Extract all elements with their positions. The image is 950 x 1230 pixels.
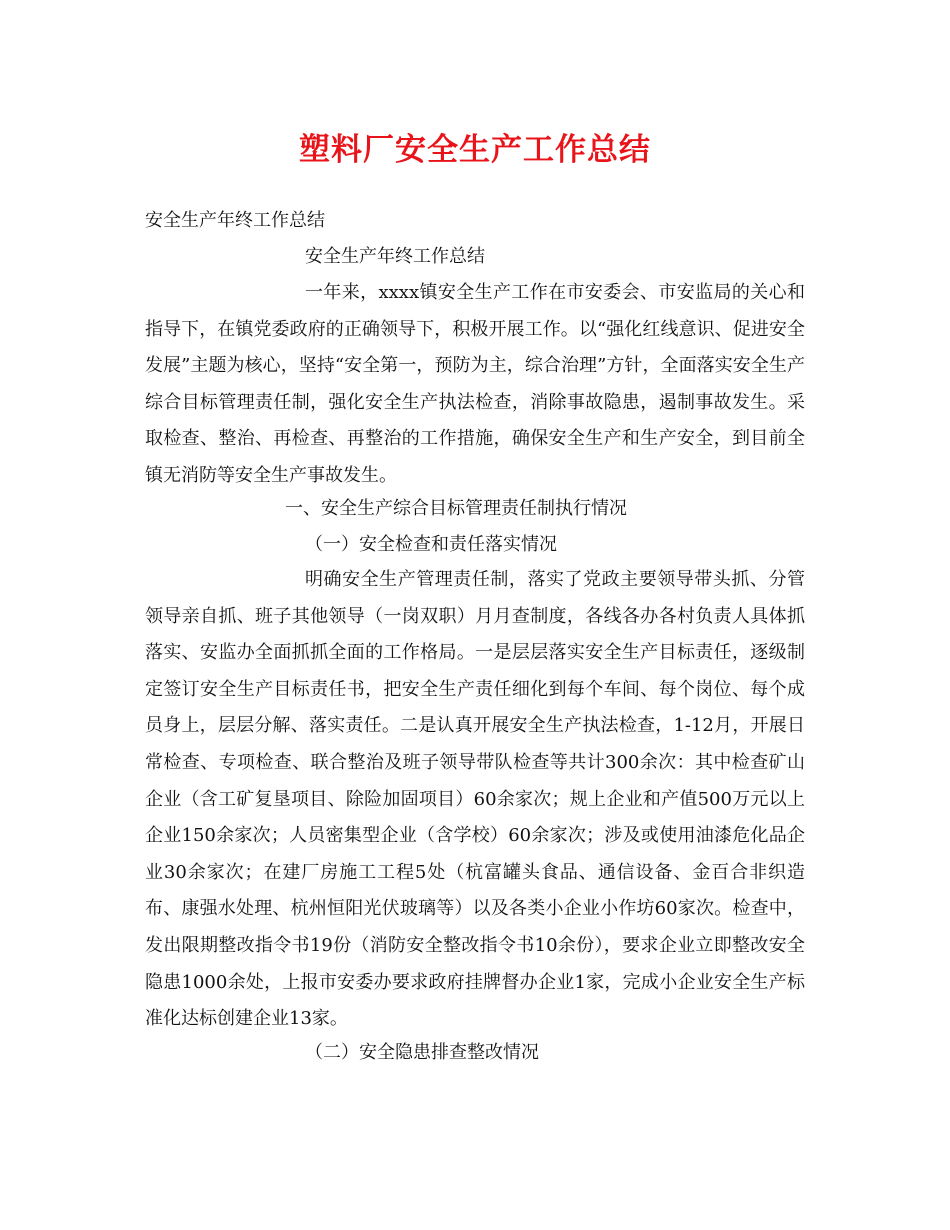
subsection-heading-1: （一）安全检查和责任落实情况 <box>305 534 557 555</box>
section-heading-1: 一、安全生产综合目标管理责任制执行情况 <box>285 498 627 519</box>
subsection-heading-2: （二）安全隐患排查整改情况 <box>305 1042 539 1063</box>
document-title: 塑料厂安全生产工作总结 <box>299 132 651 168</box>
subtitle-center: 安全生产年终工作总结 <box>305 246 485 267</box>
intro-paragraph: 一年来，xxxx镇安全生产工作在市安委会、市安监局的关心和指导下，在镇党委政府的正确领导下，积极开展工作。以“强化红线意识、促进安全发展”主题为核心，坚持“安全第一，预防为主，综合治理”方针，全面落实安全生产综合目标管理责任制，强化安全生产执法检查，消除事故隐患，遏制事故发生。采取检查、整治、再检查、再整治的工作措施，确保安全生产和生产安全，到目前全镇无消防等安全生产事故发生。 <box>145 282 805 486</box>
subtitle-left: 安全生产年终工作总结 <box>145 210 325 231</box>
responsibility-paragraph: 明确安全生产管理责任制，落实了党政主要领导带头抓、分管领导亲自抓、班子其他领导（一岗双职）月月查制度，各线各办各村负责人具体抓落实、安监办全面抓抓全面的工作格局。一是层层落实安全生产目标责任，逐级制定签订安全生产目标责任书，把安全生产责任细化到每个车间、每个岗位、每个成员身上，层层分解、落实责任。二是认真开展安全生产执法检查，1-12月，开展日常检查、专项检查、联合整治及班子领导带队检查等共计300余次：其中检查矿山企业（含工矿复垦项目、除险加固项目）60余家次；规上企业和产值500万元以上企业150余家次；人员密集型企业（含学校）60余家次；涉及或使用油漆危化品企业30余家次；在建厂房施工工程5处（杭富罐头食品、通信设备、金百合非织造布、康强水处理、杭州恒阳光伏玻璃等）以及各类小企业小作坊60家次。检查中，发出限期整改指令书19份（消防安全整改指令书10余份），要求企业立即整改安全隐患1000余处，上报市安委办要求政府挂牌督办企业1家，完成小企业安全生产标准化达标创建企业13家。 <box>145 569 805 1030</box>
